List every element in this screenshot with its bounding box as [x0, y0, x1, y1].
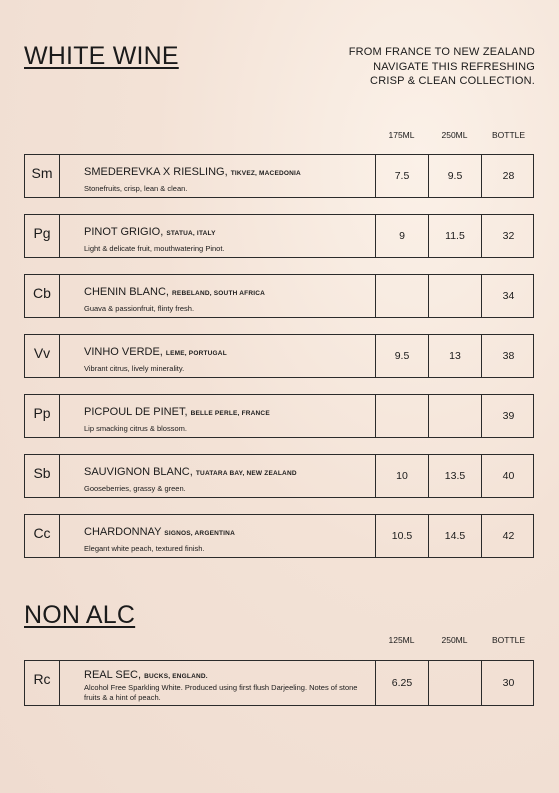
wine-row — [24, 514, 534, 558]
wine-origin: STATUA, ITALY — [166, 230, 216, 237]
price-bottle: 38 — [481, 335, 535, 377]
wine-origin: BUCKS, ENGLAND. — [144, 673, 208, 680]
price-glass-small: 9 — [375, 215, 428, 257]
wine-description: Alcohol Free Sparkling White. Produced using first flush Darjeeling. Notes of stone fruits & a hint of peach. — [84, 683, 358, 702]
wine-name: VINHO VERDE, — [84, 346, 163, 358]
price-glass-large: 11.5 — [428, 215, 481, 257]
intro-line: CRISP & CLEAN COLLECTION. — [370, 75, 535, 87]
wine-description: Light & delicate fruit, mouthwatering Pinot. — [84, 244, 225, 253]
wine-name: PINOT GRIGIO, — [84, 226, 164, 238]
wine-code: Rc — [25, 661, 60, 705]
price-glass-large — [428, 395, 481, 437]
price-glass-large — [428, 275, 481, 317]
wine-origin: TIKVEZ, MACEDONIA — [230, 170, 301, 177]
price-glass-large: 9.5 — [428, 155, 481, 197]
wine-name-line — [84, 406, 270, 418]
wine-name: CHARDONNAY — [84, 526, 162, 538]
price-bottle: 28 — [481, 155, 535, 197]
wine-description: Stonefruits, crisp, lean & clean. — [84, 184, 188, 193]
column-header-125ml: 125ML — [388, 635, 415, 645]
wine-row — [24, 274, 534, 318]
wine-code: Sb — [25, 455, 60, 497]
wine-origin: REBELAND, SOUTH AFRICA — [172, 290, 266, 297]
wine-name: PICPOUL DE PINET, — [84, 406, 188, 418]
price-glass-large: 14.5 — [428, 515, 481, 557]
wine-name: REAL SEC, — [84, 669, 142, 681]
wine-origin: SIGNOS, ARGENTINA — [164, 530, 235, 537]
wine-origin: TUATARA BAY, NEW ZEALAND — [195, 470, 297, 477]
price-bottle: 32 — [481, 215, 535, 257]
wine-row — [24, 454, 534, 498]
wine-description: Elegant white peach, textured finish. — [84, 544, 205, 553]
wine-code: Sm — [25, 155, 60, 197]
wine-name-line — [84, 226, 216, 238]
wine-description: Vibrant citrus, lively minerality. — [84, 364, 185, 373]
wine-code: Vv — [25, 335, 60, 377]
intro-line: FROM FRANCE TO NEW ZEALAND — [348, 46, 535, 58]
white-wine-heading: WHITE WINE — [24, 42, 179, 70]
wine-name: SMEDEREVKA X RIESLING, — [84, 166, 228, 178]
wine-origin: BELLE PERLE, FRANCE — [190, 410, 270, 417]
wine-name-line — [84, 526, 235, 538]
price-bottle: 40 — [481, 455, 535, 497]
price-glass-large: 13 — [428, 335, 481, 377]
wine-row — [24, 154, 534, 198]
wine-row — [24, 394, 534, 438]
column-header-bottle: BOTTLE — [491, 635, 526, 645]
price-glass-small — [375, 275, 428, 317]
wine-description: Gooseberries, grassy & green. — [84, 484, 186, 493]
column-header-250ml: 250ML — [441, 635, 468, 645]
white-wine-intro — [275, 45, 535, 89]
wine-code: Cb — [25, 275, 60, 317]
wine-name: CHENIN BLANC, — [84, 286, 169, 298]
price-glass-large: 13.5 — [428, 455, 481, 497]
wine-code: Pg — [25, 215, 60, 257]
wine-name-line — [84, 669, 208, 681]
wine-name: SAUVIGNON BLANC, — [84, 466, 193, 478]
wine-row — [24, 214, 534, 258]
wine-row — [24, 334, 534, 378]
price-bottle: 30 — [481, 661, 535, 705]
wine-row — [24, 660, 534, 706]
wine-name-line — [84, 286, 265, 298]
price-bottle: 39 — [481, 395, 535, 437]
wine-name-line — [84, 166, 301, 178]
price-glass-small: 9.5 — [375, 335, 428, 377]
price-glass-small: 7.5 — [375, 155, 428, 197]
intro-line: NAVIGATE THIS REFRESHING — [373, 60, 535, 73]
price-glass-small: 10.5 — [375, 515, 428, 557]
wine-origin: LEME, PORTUGAL — [165, 350, 227, 357]
wine-code: Cc — [25, 515, 60, 557]
wine-description: Lip smacking citrus & blossom. — [84, 424, 187, 433]
price-glass-small — [375, 395, 428, 437]
column-header-175ml: 175ML — [388, 130, 415, 140]
white-column-headers — [375, 130, 535, 144]
non-alc-column-headers — [375, 635, 535, 649]
non-alc-heading: NON ALC — [24, 601, 136, 629]
column-header-250ml: 250ML — [441, 130, 468, 140]
wine-name-line — [84, 346, 227, 358]
wine-code: Pp — [25, 395, 60, 437]
price-glass-small: 6.25 — [375, 661, 428, 705]
column-header-bottle: BOTTLE — [491, 130, 526, 140]
price-glass-large — [428, 661, 481, 705]
price-bottle: 34 — [481, 275, 535, 317]
price-bottle: 42 — [481, 515, 535, 557]
wine-name-line — [84, 466, 297, 478]
wine-description: Guava & passionfruit, flinty fresh. — [84, 304, 195, 313]
price-glass-small: 10 — [375, 455, 428, 497]
